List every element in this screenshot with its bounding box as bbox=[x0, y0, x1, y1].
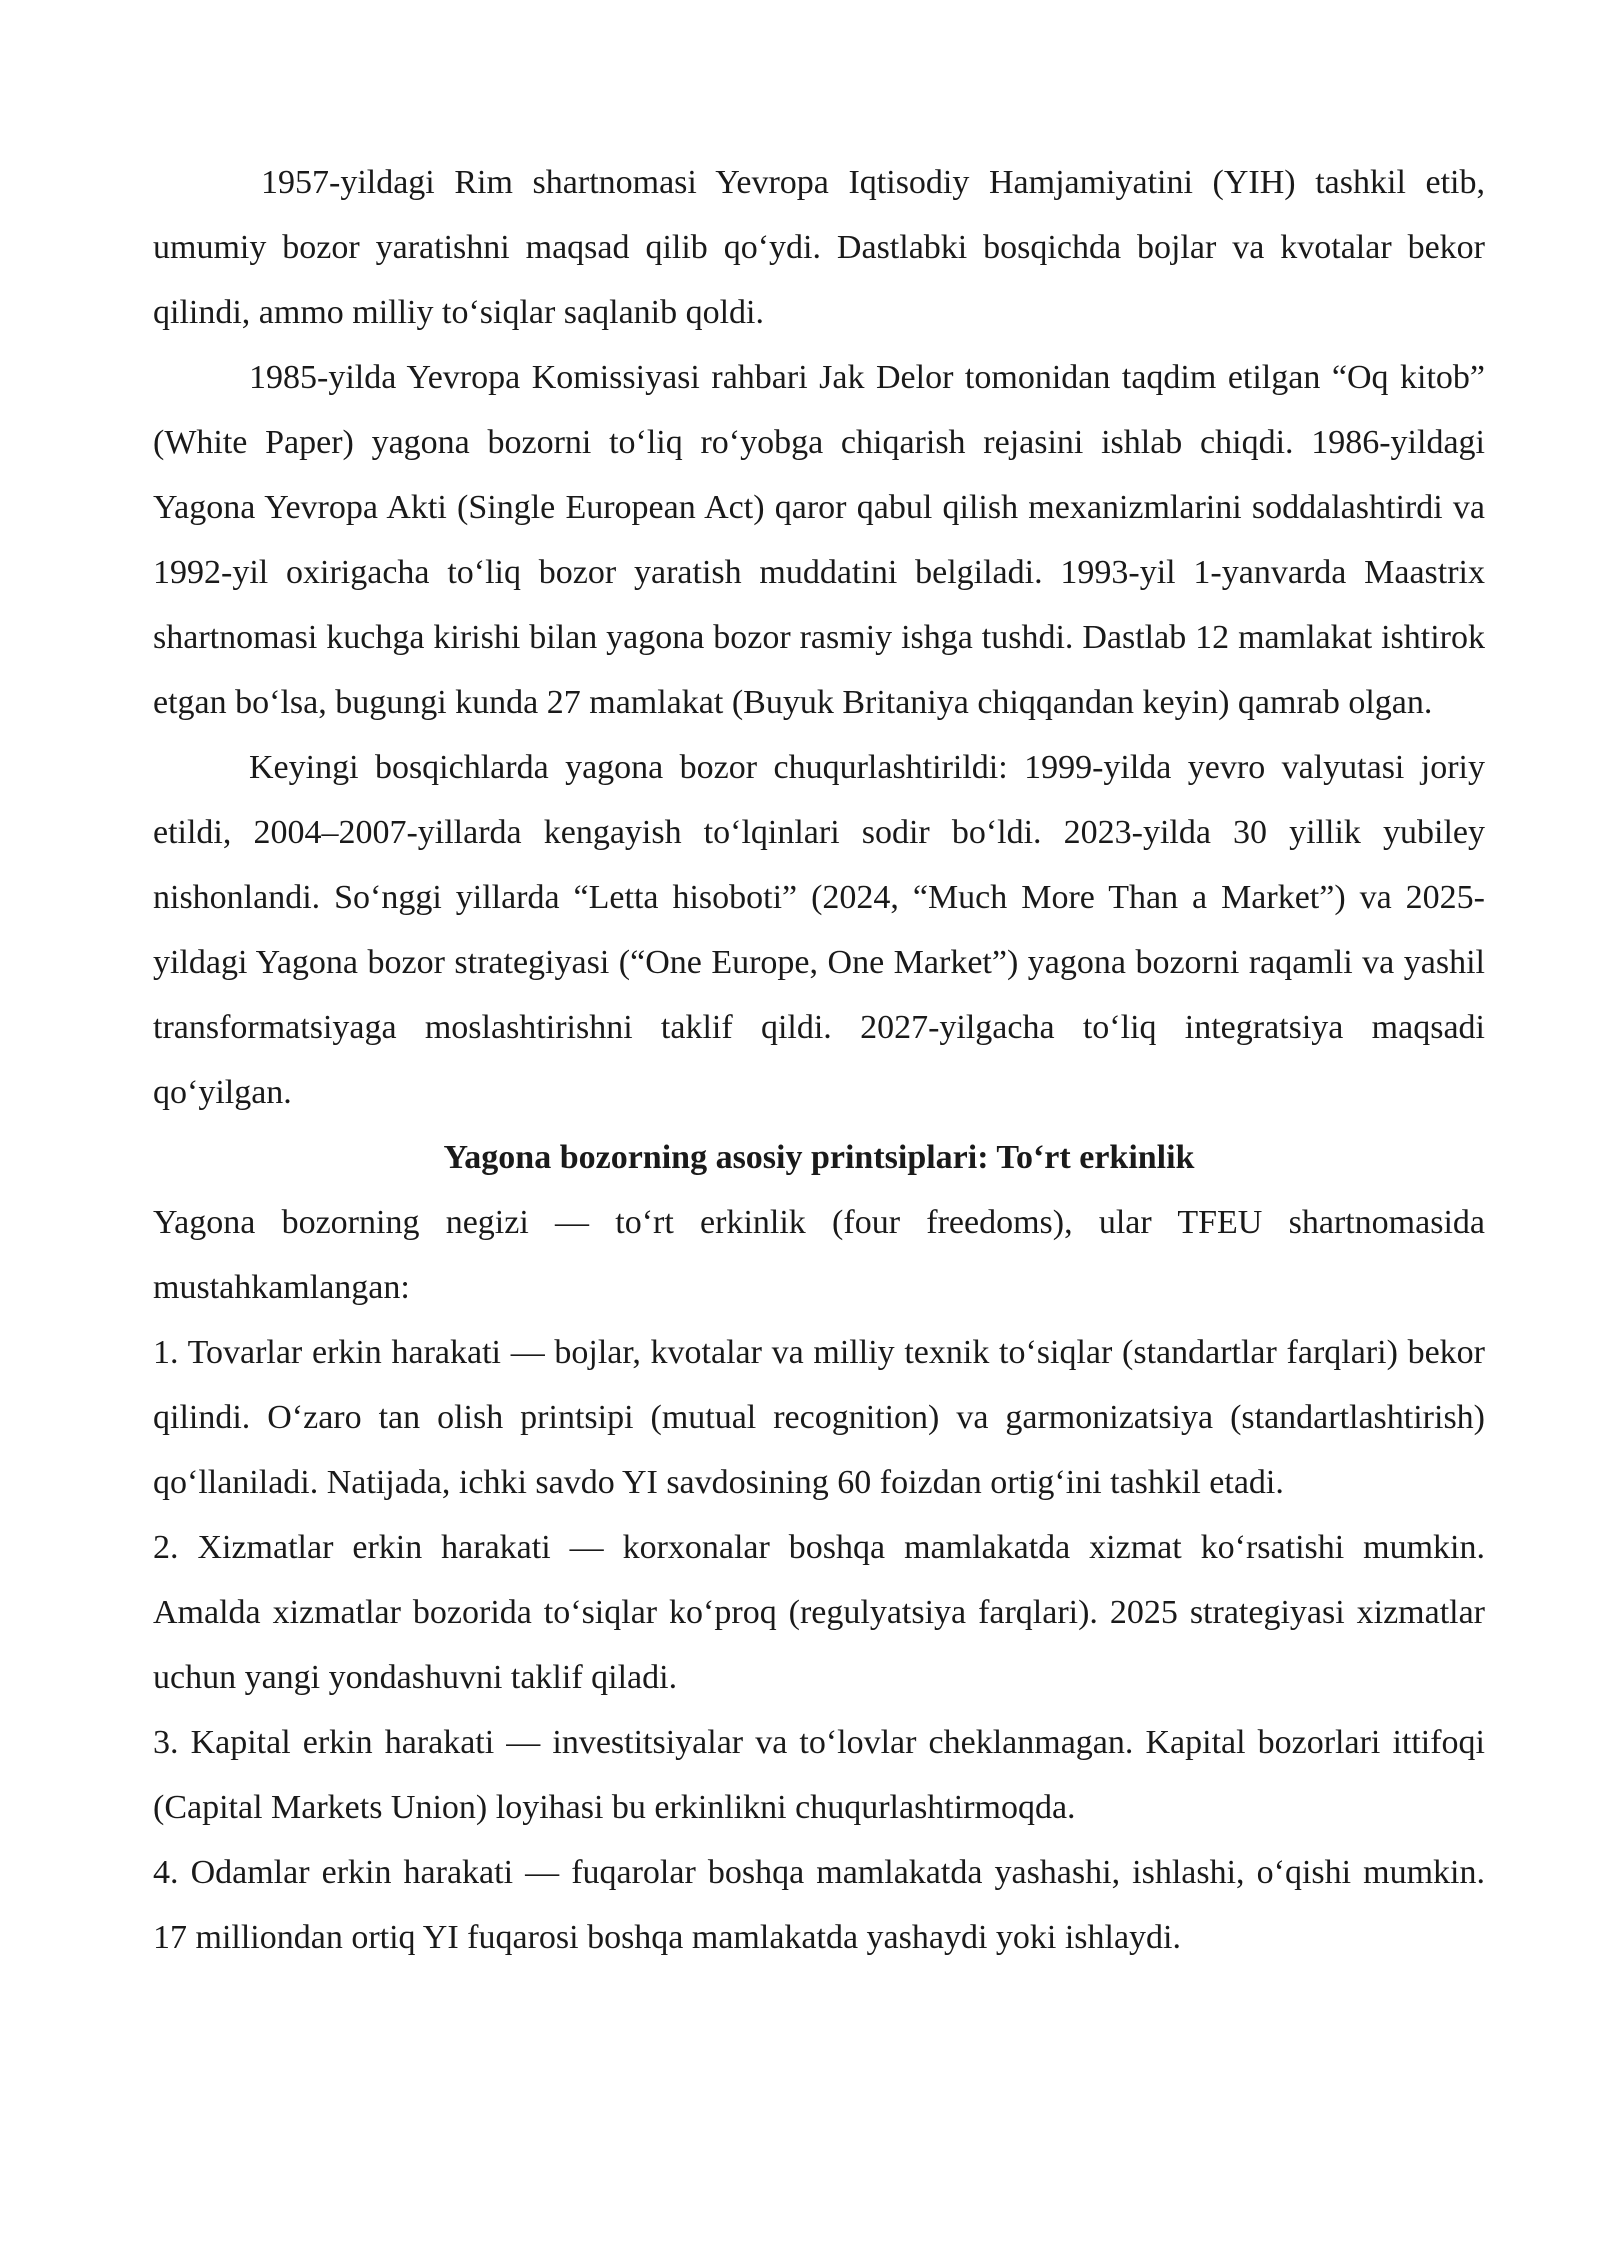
document-body bbox=[153, 150, 1485, 1970]
paragraph-white-paper: 1985-yilda Yevropa Komissiyasi rahbari Jak Delor tomonidan taqdim etilgan “Oq kitob” (White Paper) yagona bozorni to‘liq ro‘yobga chiqarish rejasini ishlab chiqdi. 1986-yildagi Yagona Yevropa Akti (Single European Act) qaror qabul qilish mexanizmlarini soddalashtirdi va 1992-yil oxirigacha to‘liq bozor yaratish muddatini belgiladi. 1993-yil 1-yanvarda Maastrix shartnomasi kuchga kirishi bilan yagona bozor rasmiy ishga tushdi. Dastlab 12 mamlakat ishtirok etgan bo‘lsa, bugungi kunda 27 mamlakat (Buyuk Britaniya chiqqandan keyin) qamrab olgan. bbox=[153, 359, 1485, 721]
list-item-capital: 3. Kapital erkin harakati — investitsiyalar va to‘lovlar cheklanmagan. Kapital bozorlari ittifoqi (Capital Markets Union) loyihasi bu erkinlikni chuqurlashtirmoqda. bbox=[153, 1724, 1485, 1826]
paragraph-four-freedoms-intro: Yagona bozorning negizi — to‘rt erkinlik (four freedoms), ular TFEU shartnomasida mustahkamlangan: bbox=[153, 1204, 1485, 1306]
section-heading: Yagona bozorning asosiy printsiplari: To‘rt erkinlik bbox=[443, 1139, 1195, 1176]
list-item-goods: 1. Tovarlar erkin harakati — bojlar, kvotalar va milliy texnik to‘siqlar (standartlar farqlari) bekor qilindi. O‘zaro tan olish printsipi (mutual recognition) va garmonizatsiya (standartlashtirish) qo‘llaniladi. Natijada, ichki savdo YI savdosining 60 foizdan ortig‘ini tashkil etadi. bbox=[153, 1334, 1485, 1501]
list-item-people: 4. Odamlar erkin harakati — fuqarolar boshqa mamlakatda yashashi, ishlashi, o‘qishi mumkin. 17 milliondan ortiq YI fuqarosi boshqa mamlakatda yashaydi yoki ishlaydi. bbox=[153, 1854, 1485, 1956]
paragraph-later-stages: Keyingi bosqichlarda yagona bozor chuqurlashtirildi: 1999-yilda yevro valyutasi joriy etildi, 2004–2007-yillarda kengayish to‘lqinlari sodir bo‘ldi. 2023-yilda 30 yillik yubiley nishonlandi. So‘nggi yillarda “Letta hisoboti” (2024, “Much More Than a Market”) va 2025-yildagi Yagona bozor strategiyasi (“One Europe, One Market”) yagona bozorni raqamli va yashil transformatsiyaga moslashtirishni taklif qildi. 2027-yilgacha to‘liq integratsiya maqsadi qo‘yilgan. bbox=[153, 749, 1485, 1111]
list-item-services: 2. Xizmatlar erkin harakati — korxonalar boshqa mamlakatda xizmat ko‘rsatishi mumkin. Amalda xizmatlar bozorida to‘siqlar ko‘proq (regulyatsiya farqlari). 2025 strategiyasi xizmatlar uchun yangi yondashuvni taklif qiladi. bbox=[153, 1529, 1485, 1696]
paragraph-rome-treaty: 1957-yildagi Rim shartnomasi Yevropa Iqtisodiy Hamjamiyatini (YIH) tashkil etib, umumiy bozor yaratishni maqsad qilib qo‘ydi. Dastlabki bosqichda bojlar va kvotalar bekor qilindi, ammo milliy to‘siqlar saqlanib qoldi. bbox=[153, 164, 1485, 331]
